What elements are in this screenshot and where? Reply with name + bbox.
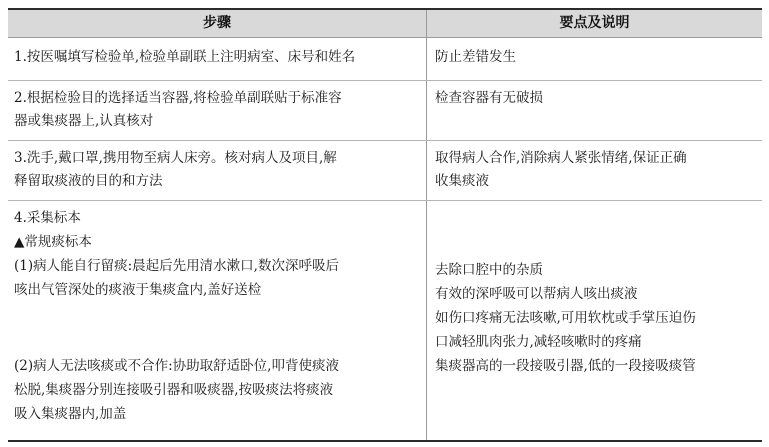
column-divider: [426, 10, 427, 440]
note-4-line-4: 口减轻肌肉张力,减轻咳嗽时的疼痛: [435, 334, 642, 350]
row-divider: [8, 200, 762, 201]
row-divider: [8, 140, 762, 141]
step-4-1-line-2: 咳出气管深处的痰液于集痰盒内,盖好送检: [14, 282, 262, 298]
step-4-1-line-1: (1)病人能自行留痰:晨起后先用清水漱口,数次深呼吸后: [14, 258, 339, 274]
step-4-2-line-1: (2)病人无法咳痰或不合作:协助取舒适卧位,叩背使痰液: [14, 358, 339, 374]
note-4-line-2: 有效的深呼吸可以帮病人咳出痰液: [435, 286, 638, 302]
note-4-line-3: 如伤口疼痛无法咳嗽,可用软枕或手掌压迫伤: [435, 310, 696, 326]
note-3-line-2: 收集痰液: [435, 173, 489, 189]
step-1-text: 1.按医嘱填写检验单,检验单副联上注明病室、床号和姓名: [14, 49, 356, 65]
step-2-line-2: 器或集痰器上,认真核对: [14, 113, 154, 129]
step-2-line-1: 2.根据检验目的选择适当容器,将检验单副联贴于标准容: [14, 90, 342, 106]
row-divider: [8, 80, 762, 81]
step-3-line-1: 3.洗手,戴口罩,携用物至病人床旁。核对病人及项目,解: [14, 150, 337, 166]
step-4-2-line-3: 吸入集痰器内,加盖: [14, 406, 127, 422]
procedure-table: [8, 8, 762, 442]
header-key-points: 要点及说明: [559, 15, 630, 31]
step-4-2-line-2: 松脱,集痰器分别连接吸引器和吸痰器,按吸痰法将痰液: [14, 382, 334, 398]
note-2-text: 检查容器有无破损: [435, 90, 543, 106]
note-3-line-1: 取得病人合作,消除病人紧张情绪,保证正确: [435, 150, 687, 166]
step-4-subtitle: ▲常规痰标本: [14, 234, 92, 250]
note-4-line-5: 集痰器高的一段接吸引器,低的一段接吸痰管: [435, 358, 696, 374]
note-1-text: 防止差错发生: [435, 49, 516, 65]
note-4-line-1: 去除口腔中的杂质: [435, 262, 543, 278]
step-4-title: 4.采集标本: [14, 210, 81, 226]
step-3-line-2: 释留取痰液的目的和方法: [14, 173, 163, 189]
table-header: [8, 10, 762, 38]
header-steps: 步骤: [203, 15, 231, 31]
